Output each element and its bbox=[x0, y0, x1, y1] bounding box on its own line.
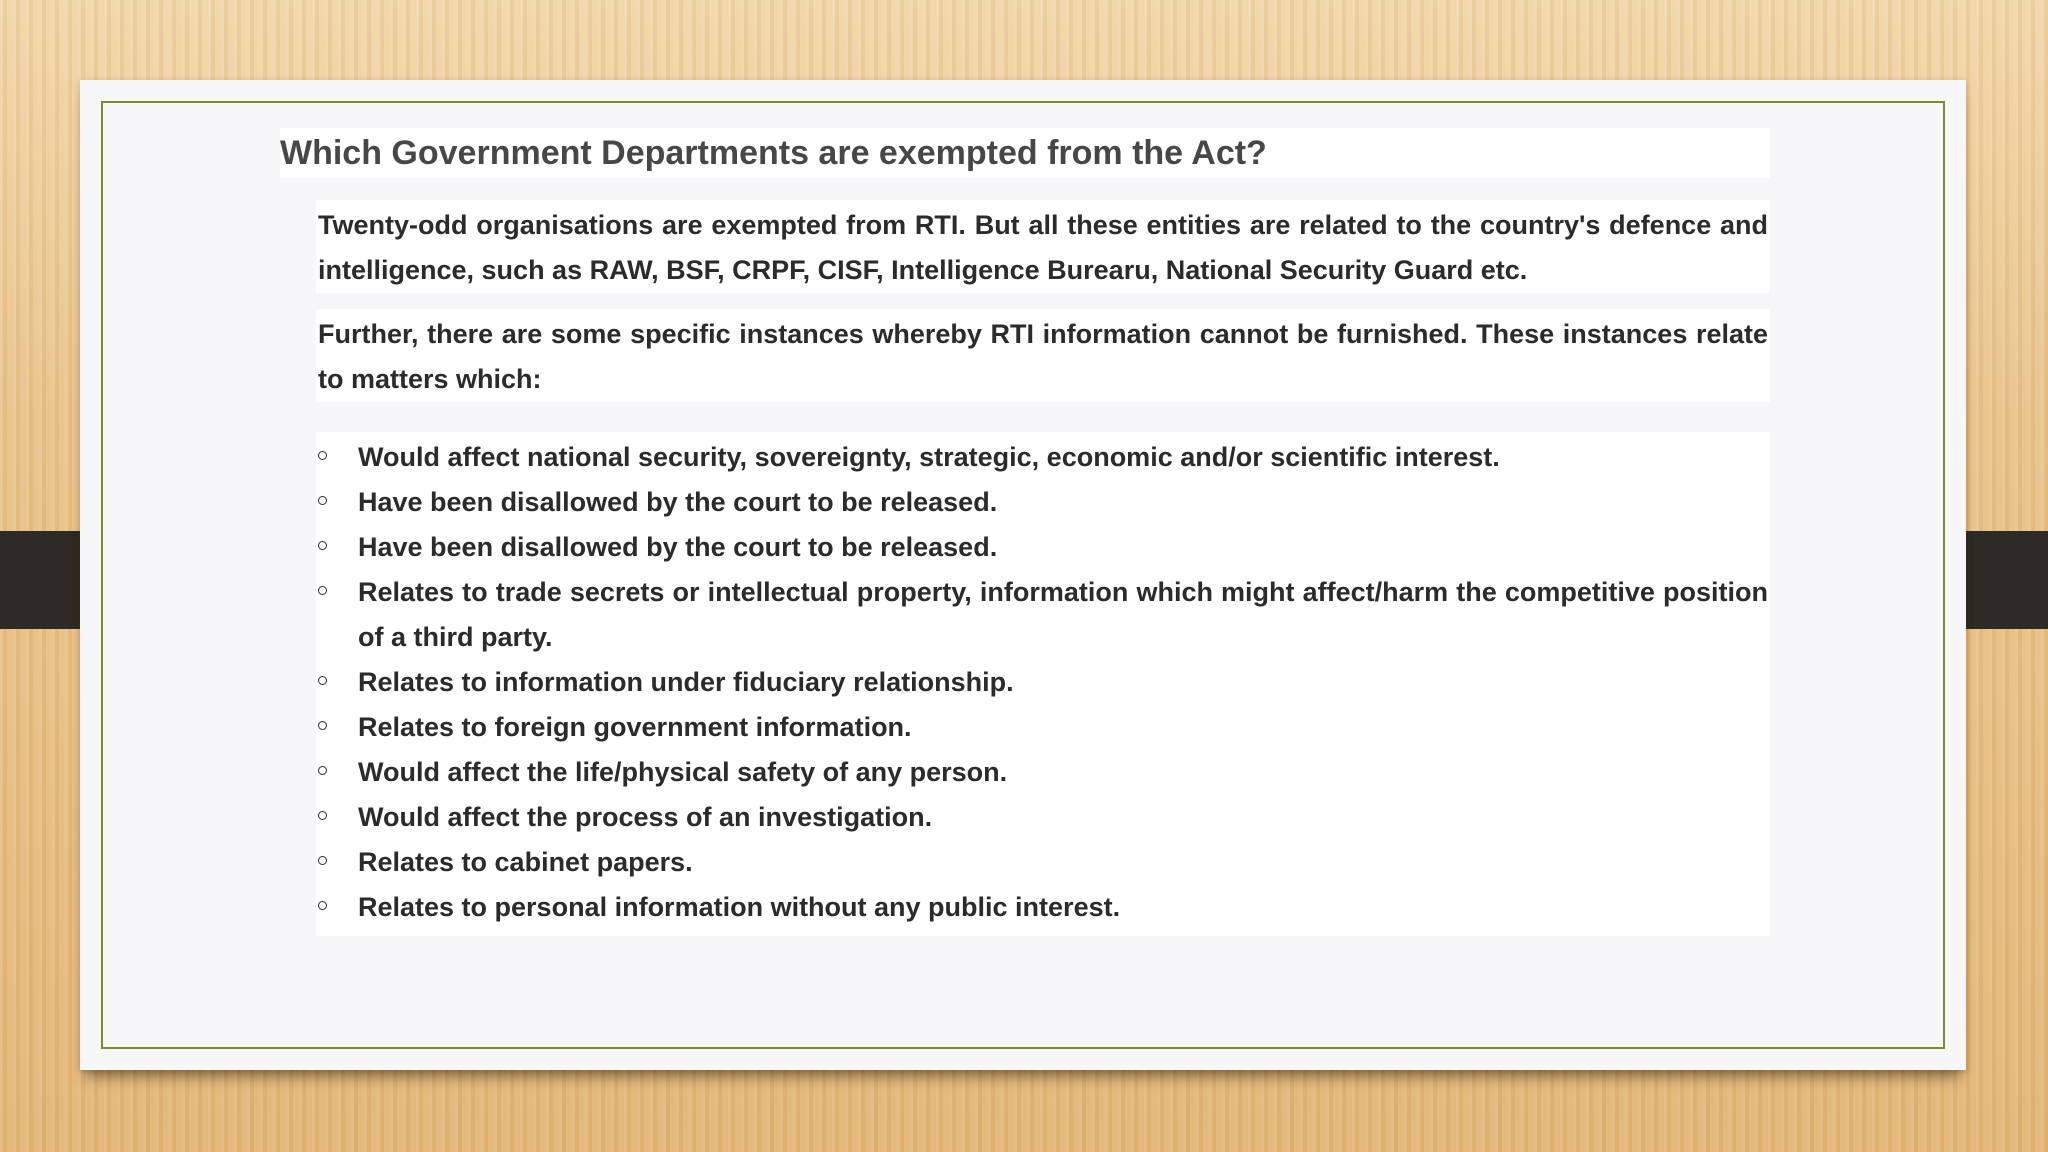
hollow-circle-bullet-icon bbox=[318, 811, 327, 820]
list-item-text: Relates to information under fiduciary relationship. bbox=[358, 667, 1014, 697]
hollow-circle-bullet-icon bbox=[318, 676, 327, 685]
slide-paper bbox=[80, 80, 1966, 1070]
list-item-text: Relates to cabinet papers. bbox=[358, 847, 693, 877]
list-item bbox=[318, 435, 1768, 480]
hollow-circle-bullet-icon bbox=[318, 496, 327, 505]
list-item-text: Would affect the process of an investigation. bbox=[358, 802, 933, 832]
paragraph-specific-instances: Further, there are some specific instances whereby RTI information cannot be furnished. These instances relate to matters which: bbox=[316, 309, 1770, 402]
list-item-text: Have been disallowed by the court to be released. bbox=[358, 487, 998, 517]
list-item-text: Relates to trade secrets or intellectual property, information which might affect/harm the competitive position of a third party. bbox=[358, 577, 1768, 652]
list-item-text: Would affect the life/physical safety of any person. bbox=[358, 757, 1008, 787]
list-item-text: Relates to personal information without any public interest. bbox=[358, 892, 1121, 922]
list-item bbox=[318, 525, 1768, 570]
list-item-text: Would affect national security, sovereignty, strategic, economic and/or scientific interest. bbox=[358, 442, 1500, 472]
list-item bbox=[318, 570, 1768, 660]
list-item bbox=[318, 750, 1768, 795]
hollow-circle-bullet-icon bbox=[318, 721, 327, 730]
list-item bbox=[318, 480, 1768, 525]
list-item-text: Relates to foreign government information. bbox=[358, 712, 912, 742]
hollow-circle-bullet-icon bbox=[318, 451, 327, 460]
hollow-circle-bullet-icon bbox=[318, 901, 327, 910]
list-item bbox=[318, 705, 1768, 750]
list-item-text: Have been disallowed by the court to be released. bbox=[358, 532, 998, 562]
hollow-circle-bullet-icon bbox=[318, 586, 327, 595]
hollow-circle-bullet-icon bbox=[318, 856, 327, 865]
hollow-circle-bullet-icon bbox=[318, 541, 327, 550]
list-item bbox=[318, 840, 1768, 885]
hollow-circle-bullet-icon bbox=[318, 766, 327, 775]
paragraph-exempted-organisations: Twenty-odd organisations are exempted from RTI. But all these entities are related to the country's defence and intelligence, such as RAW, BSF, CRPF, CISF, Intelligence Burearu, National Security Guard etc. bbox=[316, 200, 1770, 293]
slide-content bbox=[316, 200, 1770, 936]
list-item bbox=[318, 885, 1768, 930]
list-item bbox=[318, 660, 1768, 705]
exemption-list bbox=[316, 432, 1770, 936]
list-item bbox=[318, 795, 1768, 840]
slide-title: Which Government Departments are exempted from the Act? bbox=[280, 128, 1770, 178]
